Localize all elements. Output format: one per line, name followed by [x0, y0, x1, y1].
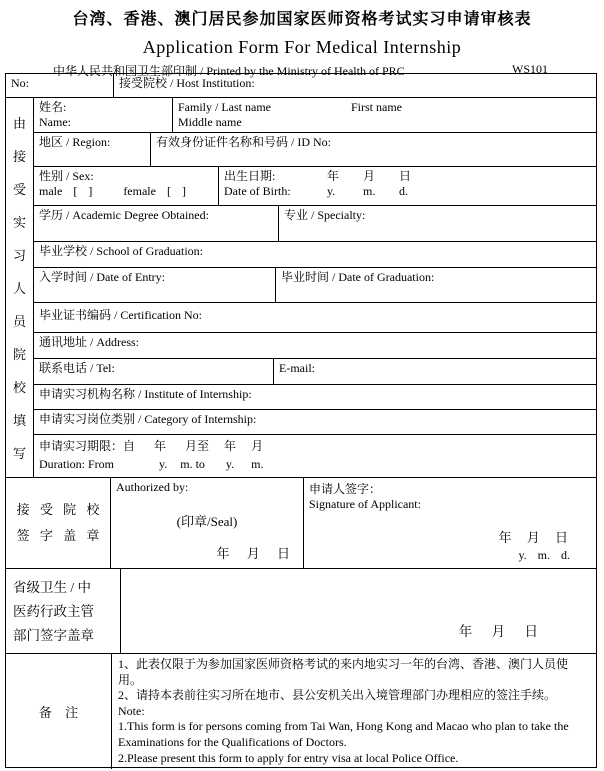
note-cn-2: 2、请持本表前往实习所在地市、县公安机关出入境管理部门办理相应的签注手续。 — [118, 688, 557, 703]
dob-day-en: d. — [399, 184, 408, 198]
provincial-date: 年 月 日 — [458, 624, 538, 639]
duration-m2-cn: 月 — [251, 439, 264, 453]
duration-y1-en: y. — [159, 457, 168, 471]
host-institution-field: 接受院校 / Host Institution: — [119, 76, 255, 90]
row-degree-specialty — [34, 206, 596, 242]
name-label-en: Name: — [39, 115, 71, 129]
section-host-signature — [6, 478, 596, 569]
row-duration — [34, 435, 596, 477]
specialty-field: 专业 / Specialty: — [284, 208, 366, 222]
sex-label: 性别 / Sex: — [39, 169, 94, 183]
name-label-cn: 姓名: — [39, 100, 67, 114]
host-signature-label-line1: 接 受 院 校 — [16, 502, 100, 517]
dob-label-cn: 出生日期: — [224, 169, 276, 183]
middle-name-label: Middle name — [178, 115, 242, 129]
provincial-label — [6, 569, 121, 653]
dob-month-cn: 月 — [363, 169, 376, 183]
seal-placeholder: (印章/Seal) — [176, 514, 238, 529]
row-category — [34, 410, 596, 435]
note-en-1: 1.This form is for persons coming from Tai Wan, Hong Kong and Macao who plan to take the Examinations for the Qualifications of Doctors. — [118, 719, 569, 749]
duration-label-cn: 申请实习期限：自 — [39, 439, 136, 453]
sex-field — [34, 167, 219, 205]
note-en-2: 2.Please present this form to apply for entry visa at local Police Office. — [118, 750, 459, 765]
application-form-table — [5, 73, 597, 768]
note-cn-1: 1、此表仅限于为参加国家医师资格考试的来内地实习一年的台湾、香港、澳门人员使用。 — [118, 657, 569, 687]
dob-field — [219, 167, 596, 205]
host-signature-label — [6, 478, 111, 568]
dob-label-en: Date of Birth: — [224, 184, 291, 198]
host-sign-date: 年 月 日 — [216, 546, 290, 561]
applicant-signature-cell — [304, 478, 596, 568]
first-name-label: First name — [350, 100, 402, 114]
section-notes — [6, 654, 596, 769]
authorized-by-cell — [111, 478, 304, 568]
duration-field — [34, 435, 596, 477]
dob-year-cn: 年 — [327, 169, 340, 183]
institute-field: 申请实习机构名称 / Institute of Internship: — [39, 387, 252, 401]
row-sex-dob — [34, 167, 596, 206]
duration-m2-en: m. — [251, 457, 264, 471]
provincial-label-line3: 部门签字盖章 — [13, 628, 94, 643]
note-heading: Note: — [118, 703, 145, 718]
category-field: 申请实习岗位类别 / Category of Internship: — [39, 412, 257, 426]
authorized-by-label: Authorized by: — [116, 480, 189, 494]
no-field: No: — [6, 74, 114, 97]
row-name — [34, 98, 596, 133]
row-certification — [34, 303, 596, 333]
graduation-date-field: 毕业时间 / Date of Graduation: — [281, 270, 435, 284]
duration-y1-cn: 年 — [154, 439, 167, 453]
side-vertical-label: 由 接 受 实 习 人 员 院 校 填 写 — [6, 98, 34, 477]
host-signature-label-line2: 签 字 盖 章 — [16, 528, 100, 543]
row-no-host — [6, 74, 596, 98]
page-title-chinese: 台湾、香港、澳门居民参加国家医师资格考试实习申请审核表 — [72, 11, 532, 28]
notes-body — [112, 654, 596, 769]
section-provincial — [6, 569, 596, 654]
duration-m1-en: m. to — [180, 457, 205, 471]
duration-m1-cn: 月至 — [185, 439, 210, 453]
duration-label-en: Duration: From — [39, 457, 114, 471]
row-institute — [34, 385, 596, 410]
dob-day-cn: 日 — [399, 169, 412, 183]
name-input-cell — [173, 98, 596, 132]
row-entry-graduation — [34, 268, 596, 303]
email-field: E-mail: — [279, 361, 315, 375]
provincial-label-line1: 省级卫生 / 中 — [13, 580, 92, 595]
dob-year-en: y. — [327, 184, 336, 198]
address-field: 通讯地址 / Address: — [39, 335, 139, 349]
school-field: 毕业学校 / School of Graduation: — [39, 244, 203, 258]
degree-field: 学历 / Academic Degree Obtained: — [34, 206, 279, 241]
applicant-date-cn: 年 月 日 — [498, 530, 568, 545]
region-field: 地区 / Region: — [34, 133, 151, 166]
applicant-date-en: y. m. d. — [518, 548, 570, 562]
provincial-label-line2: 医药行政主管 — [13, 604, 94, 619]
page-title-english: Application Form For Medical Internship — [142, 37, 462, 57]
row-region-id — [34, 133, 596, 167]
notes-label: 备 注 — [6, 654, 112, 769]
row-address — [34, 333, 596, 359]
name-label-cell — [34, 98, 173, 132]
main-block — [6, 98, 596, 478]
row-school — [34, 242, 596, 268]
tel-field: 联系电话 / Tel: — [34, 359, 274, 384]
duration-y2-cn: 年 — [224, 439, 237, 453]
row-tel-email — [34, 359, 596, 385]
family-name-label: Family / Last name — [178, 100, 271, 114]
applicant-signature-label-cn: 申请人签字： — [309, 482, 382, 496]
provincial-signature-cell — [121, 569, 596, 653]
form-header — [0, 0, 604, 79]
id-no-field: 有效身份证件名称和号码 / ID No: — [156, 135, 331, 149]
main-rows — [34, 98, 596, 477]
form-code: WS101 — [512, 62, 548, 76]
duration-y2-en: y. — [225, 457, 235, 471]
printed-by-text: 中华人民共和国卫生部印制 / Printed by the Ministry of Health of PRC — [53, 64, 405, 78]
applicant-signature-label-en: Signature of Applicant: — [309, 497, 421, 511]
dob-month-en: m. — [363, 184, 376, 198]
male-checkbox: male [ ] — [39, 184, 93, 198]
certification-field: 毕业证书编码 / Certification No: — [39, 308, 202, 322]
female-checkbox: female [ ] — [123, 184, 186, 198]
entry-date-field: 入学时间 / Date of Entry: — [34, 268, 276, 302]
